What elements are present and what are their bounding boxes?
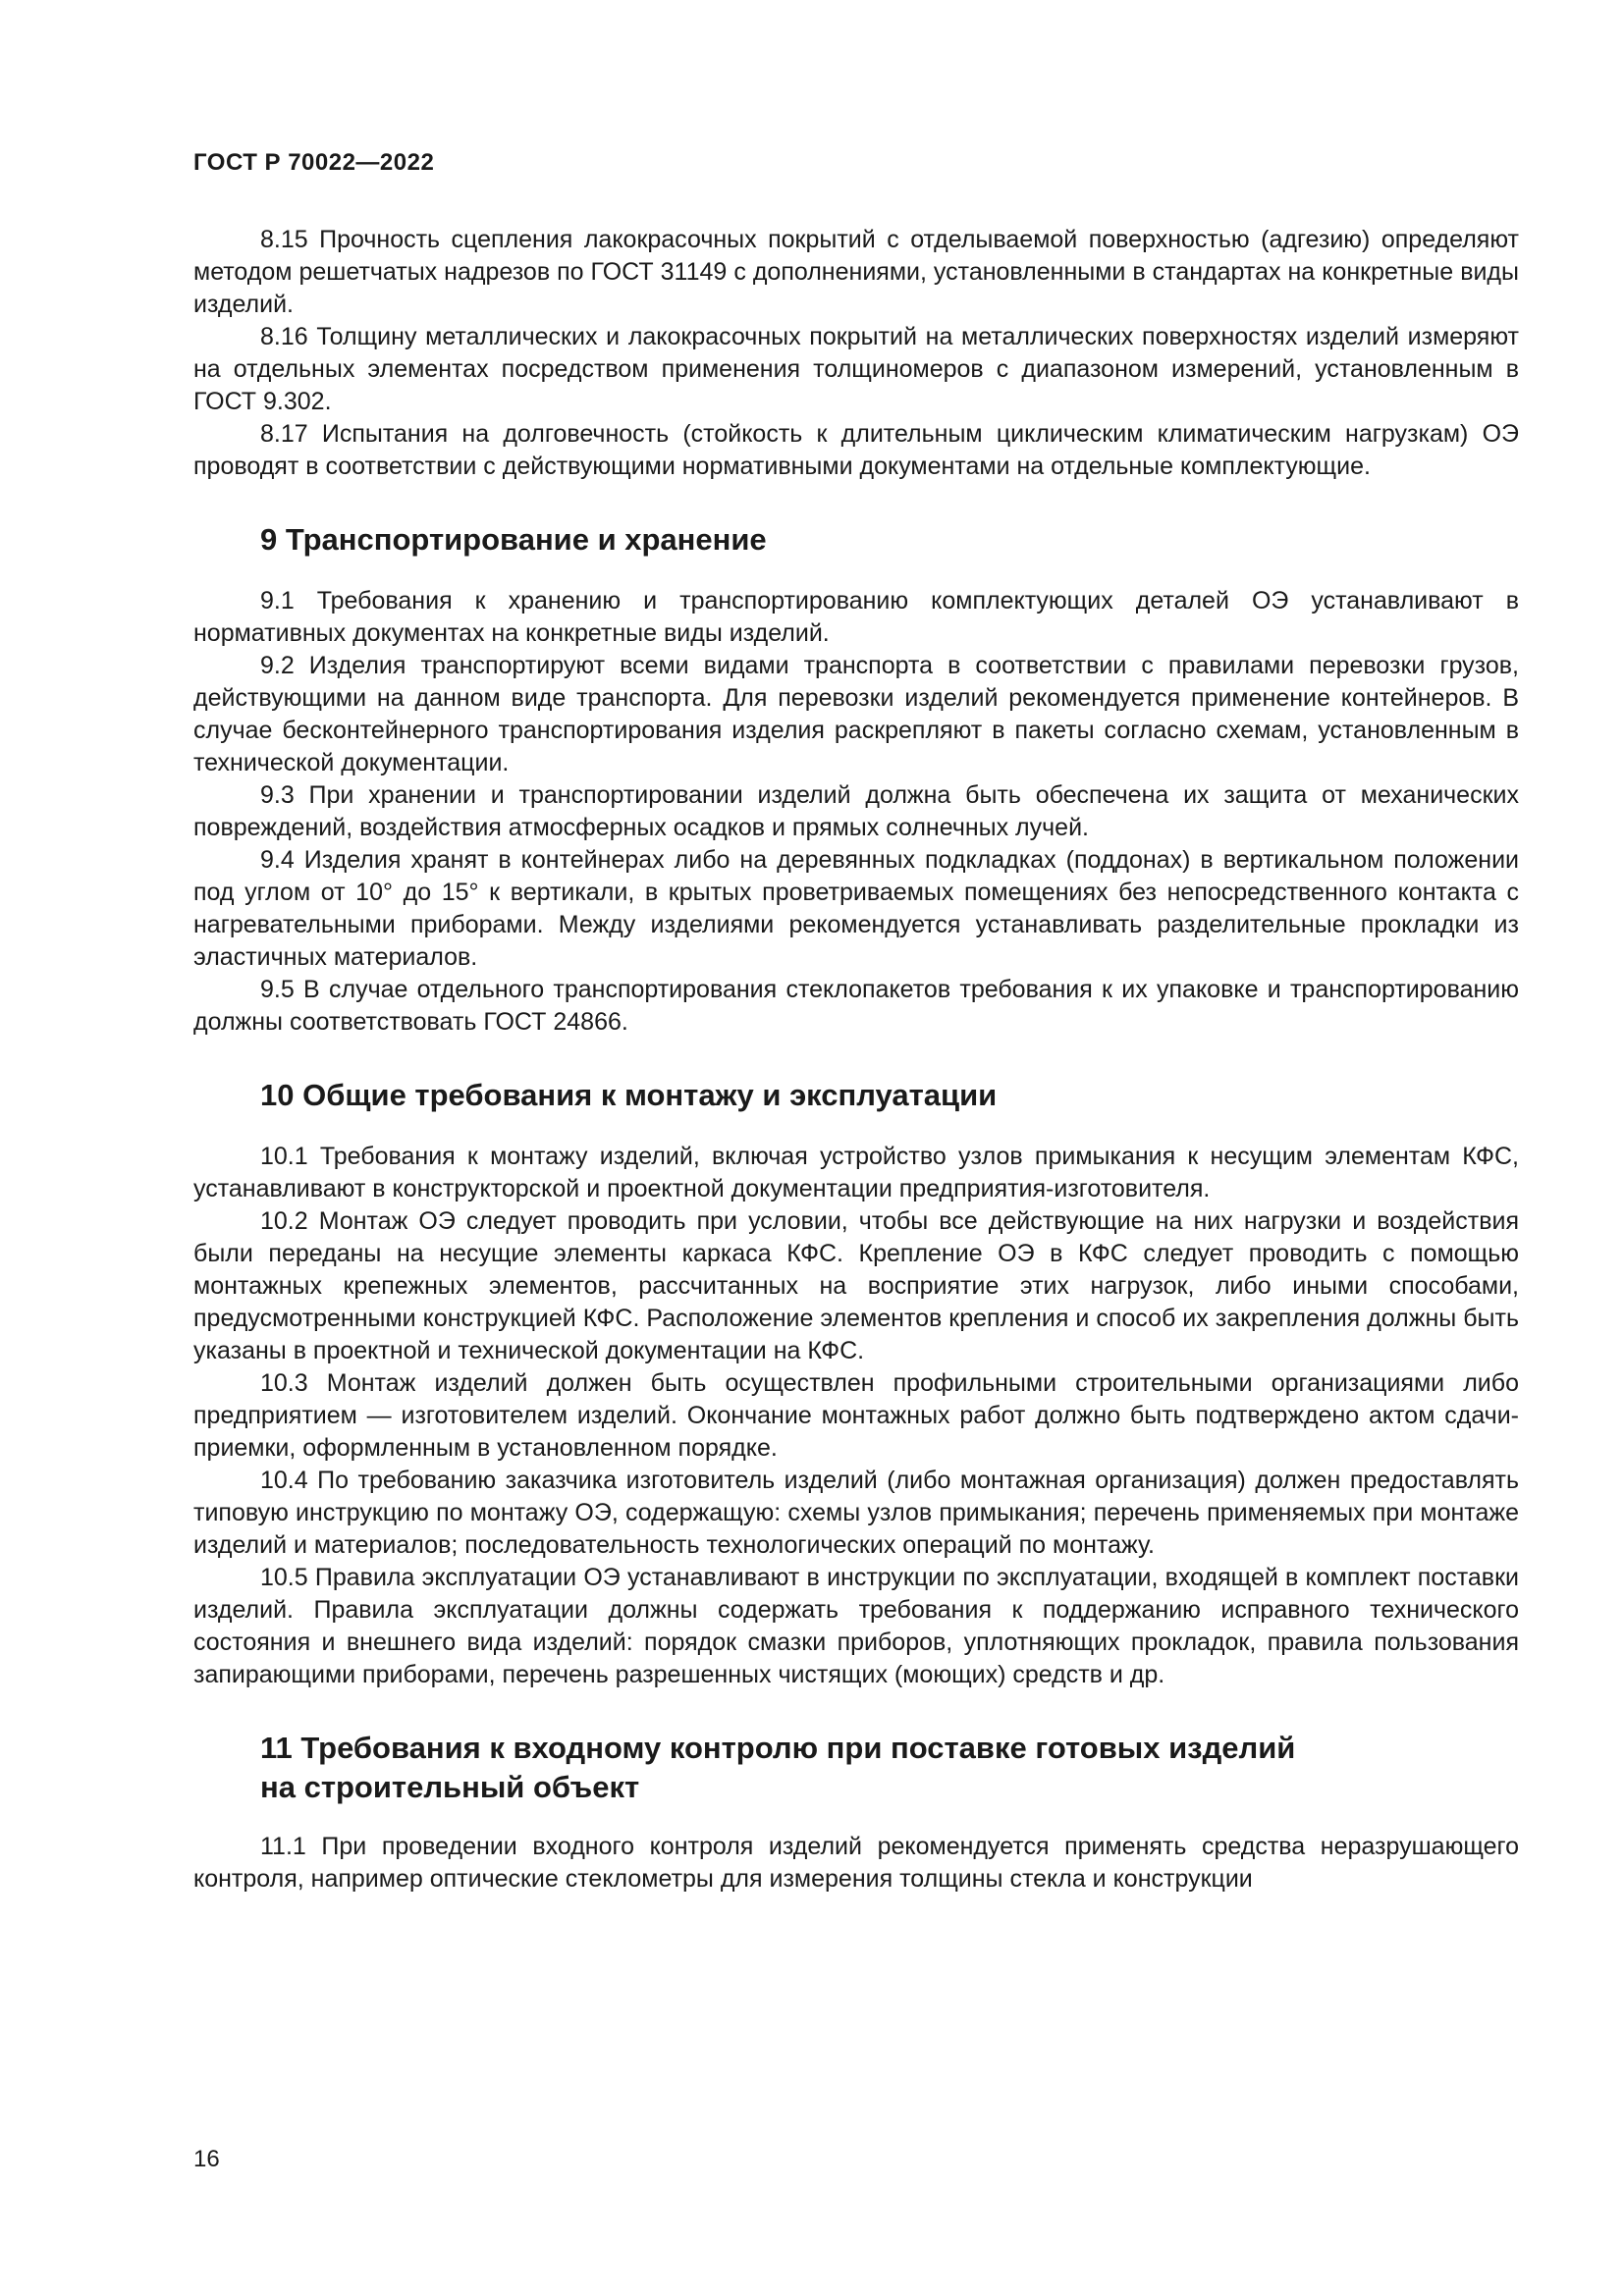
- paragraph-10-2: 10.2 Монтаж ОЭ следует проводить при условии, чтобы все действующие на них нагрузки и воздействия были переданы на несущие элементы каркаса КФС. Крепление ОЭ в КФС следует проводить с помощью монтажных крепежных элементов, рассчитанных на восприятие этих нагрузок, либо иными способами, предусмотренными конструкцией КФС. Расположение элементов крепления и способ их закрепления должны быть указаны в проектной и технической документации на КФС.: [193, 1207, 1519, 1364]
- paragraph-9-3: 9.3 При хранении и транспортировании изделий должна быть обеспечена их защита от механических повреждений, воздействия атмосферных осадков и прямых солнечных лучей.: [193, 781, 1519, 841]
- paragraph-10-5: 10.5 Правила эксплуатации ОЭ устанавливают в инструкции по эксплуатации, входящей в комплект поставки изделий. Правила эксплуатации должны содержать требования к поддержанию исправного технического состояния и внешнего вида изделий: порядок смазки приборов, уплотняющих прокладок, правила пользования запирающими приборами, перечень разрешенных чистящих (моющих) средств и др.: [193, 1564, 1519, 1688]
- section-11-heading-line-1: 11 Требования к входному контролю при поставке готовых изделий: [260, 1731, 1296, 1765]
- section-10-heading: 10 Общие требования к монтажу и эксплуатации: [260, 1078, 998, 1112]
- paragraph-11-1: 11.1 При проведении входного контроля изделий рекомендуется применять средства неразрушающего контроля, например оптические стеклометры для измерения толщины стекла и конструкции: [193, 1833, 1519, 1893]
- paragraph-10-4: 10.4 По требованию заказчика изготовитель изделий (либо монтажная организация) должен предоставлять типовую инструкцию по монтажу ОЭ, содержащую: схемы узлов примыкания; перечень применяемых при монтаже изделий и материалов; последовательность технологических операций по монтажу.: [193, 1467, 1519, 1559]
- page-content: [193, 224, 1519, 1896]
- paragraph-9-5: 9.5 В случае отдельного транспортирования стеклопакетов требования к их упаковке и транспортированию должны соответствовать ГОСТ 24866.: [193, 976, 1519, 1036]
- section-11-heading: [193, 1729, 1519, 1807]
- paragraph-9-2: 9.2 Изделия транспортируют всеми видами транспорта в соответствии с правилами перевозки грузов, действующими на данном виде транспорта. Для перевозки изделий рекомендуется применение контейнеров. В случае бесконтейнерного транспортирования изделия раскрепляют в пакеты согласно схемам, установленным в технической документации.: [193, 652, 1519, 776]
- paragraph-8-16: 8.16 Толщину металлических и лакокрасочных покрытий на металлических поверхностях изделий измеряют на отдельных элементах посредством применения толщиномеров с диапазоном измерений, установленным в ГОСТ 9.302.: [193, 323, 1519, 415]
- section-9-heading: 9 Транспортирование и хранение: [260, 522, 767, 557]
- paragraph-9-1: 9.1 Требования к хранению и транспортированию комплектующих деталей ОЭ устанавливают в нормативных документах на конкретные виды изделий.: [193, 587, 1519, 647]
- section-11-heading-line-2: на строительный объект: [260, 1770, 640, 1804]
- paragraph-10-1: 10.1 Требования к монтажу изделий, включая устройство узлов примыкания к несущим элементам КФС, устанавливают в конструкторской и проектной документации предприятия-изготовителя.: [193, 1143, 1519, 1202]
- page-number: 16: [193, 2146, 220, 2172]
- paragraph-8-17: 8.17 Испытания на долговечность (стойкость к длительным циклическим климатическим нагрузкам) ОЭ проводят в соответствии с действующими нормативными документами на отдельные комплектующие.: [193, 420, 1519, 480]
- paragraph-9-4: 9.4 Изделия хранят в контейнерах либо на деревянных подкладках (поддонах) в вертикальном положении под углом от 10° до 15° к вертикали, в крытых проветриваемых помещениях без непосредственного контакта с нагревательными приборами. Между изделиями рекомендуется устанавливать разделительные прокладки из эластичных материалов.: [193, 846, 1519, 971]
- paragraph-10-3: 10.3 Монтаж изделий должен быть осуществлен профильными строительными организациями либо предприятием — изготовителем изделий. Окончание монтажных работ должно быть подтверждено актом сдачи-приемки, оформленным в установленном порядке.: [193, 1369, 1519, 1462]
- document-standard-header: ГОСТ Р 70022—2022: [193, 149, 435, 176]
- paragraph-8-15: 8.15 Прочность сцепления лакокрасочных покрытий с отделываемой поверхностью (адгезию) определяют методом решетчатых надрезов по ГОСТ 31149 с дополнениями, установленными в стандартах на конкретные виды изделий.: [193, 226, 1519, 318]
